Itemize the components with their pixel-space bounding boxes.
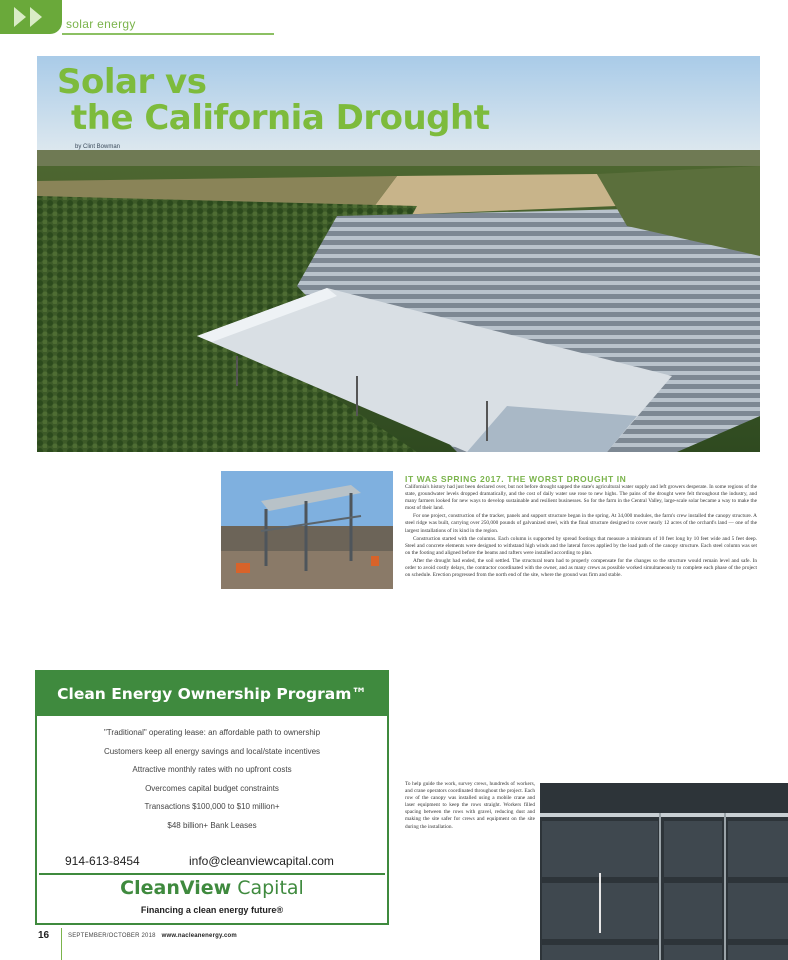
paragraph: Construction started with the columns. Each column is supported by spread footings that measure a minimum of 10 feet long by 10 feet wide and 5 feet deep. Steel and concrete elements were designed to withstand high winds and the lateral forces applied by the load path of the canopy structure. Each steel column was set on the footing and aligned before the beams and rafters were installed according to plan. xyxy=(405,535,757,556)
article-body xyxy=(405,474,757,580)
solar-panels-image xyxy=(540,783,788,960)
ad-benefit: Overcomes capital budget constraints xyxy=(145,783,279,793)
ad-benefit: Attractive monthly rates with no upfront costs xyxy=(132,765,292,774)
ad-benefit: Customers keep all energy savings and local/state incentives xyxy=(103,746,321,756)
byline: by Clint Bowman xyxy=(75,144,121,150)
canopy-construction-photo xyxy=(221,471,393,589)
footer-divider xyxy=(61,928,62,960)
section-label: solar energy xyxy=(66,17,136,31)
ad-phone: 914-613-8454 xyxy=(65,854,140,868)
page-number: 16 xyxy=(38,930,50,941)
chevron-right-icon xyxy=(30,7,44,27)
paragraph: For one project, construction of the tracker, panels and support structure began in the spring. At 34,000 modules, the farm's crew installed the canopy structure. A steel ridge was built, carrying over 250,000 pounds of galvanized steel, with the final structure designed to cover nearly 12 acres of the orchard's land — one of the largest installations of its kind in the region. xyxy=(405,513,757,534)
paragraph: California's history had just been declared over, but not before drought sapped the state's agricultural water supply and left growers desperate. In some regions of the state, groundwater levels dropped dramatically, and the cost of daily water use rose to new highs. The pains of the drought were felt throughout the industry, and many farmers looked for new ways to develop sustainable and resilient businesses. So for the farm in the Central Valley, large-scale solar became a way to make the most of their land. xyxy=(405,484,757,512)
paragraph: To help guide the work, survey crews, hundreds of workers, and crane operators coordinated throughout the project. Each row of the canopy was installed using a mobile crane and laser equipment to keep the rows straight. Workers filled spacing between the rows with gravel, reducing dust and making the site safer for crews and equipment on the site during the installation. xyxy=(405,781,535,830)
ad-benefit: $48 billion+ Bank Leases xyxy=(167,820,257,830)
ad-benefit: "Traditional" operating lease: an affordable path to ownership xyxy=(103,728,321,737)
ad-title: Clean Energy Ownership Program™ xyxy=(37,672,387,716)
ad-brand-rest: Capital xyxy=(231,877,304,899)
article-lead: IT WAS SPRING 2017. THE WORST DROUGHT IN xyxy=(405,474,627,484)
article-title xyxy=(57,64,489,136)
hero-photo xyxy=(37,56,760,452)
chevron-right-icon xyxy=(14,7,28,27)
footer-info xyxy=(68,933,237,939)
ad-brand-logo xyxy=(37,877,387,899)
title-line-2: the California Drought xyxy=(71,98,490,138)
article-body-column xyxy=(405,781,535,831)
ad-contact xyxy=(37,854,387,872)
paragraph: After the drought had ended, the soil settled. The structural team had to properly compensate for the changes so the structure would remain level and safe. In order to avoid costly delays, the contractor coordinated with the owner, and as many crews as possible worked simultaneously to complete each phase of the project on schedule. Erection progressed from the north end of the site, where the ground was firm and stable. xyxy=(405,557,757,579)
solar-panel-photo xyxy=(540,783,788,960)
ad-tagline: Financing a clean energy future® xyxy=(140,905,284,915)
title-line-1: Solar vs xyxy=(57,62,207,102)
ad-email: info@cleanviewcapital.com xyxy=(189,854,334,868)
issue-date: SEPTEMBER/OCTOBER 2018 xyxy=(68,933,156,939)
ad-brand-bold: CleanView xyxy=(120,877,232,899)
ad-benefit: Transactions $100,000 to $10 million+ xyxy=(144,802,280,811)
section-rule xyxy=(62,33,274,35)
ad-divider xyxy=(39,873,385,875)
ad-benefits-list xyxy=(37,724,387,835)
clean-energy-ad xyxy=(35,670,389,925)
section-tab xyxy=(0,0,62,34)
canopy-structure-image xyxy=(221,471,393,589)
website: www.nacleanenergy.com xyxy=(161,933,237,939)
